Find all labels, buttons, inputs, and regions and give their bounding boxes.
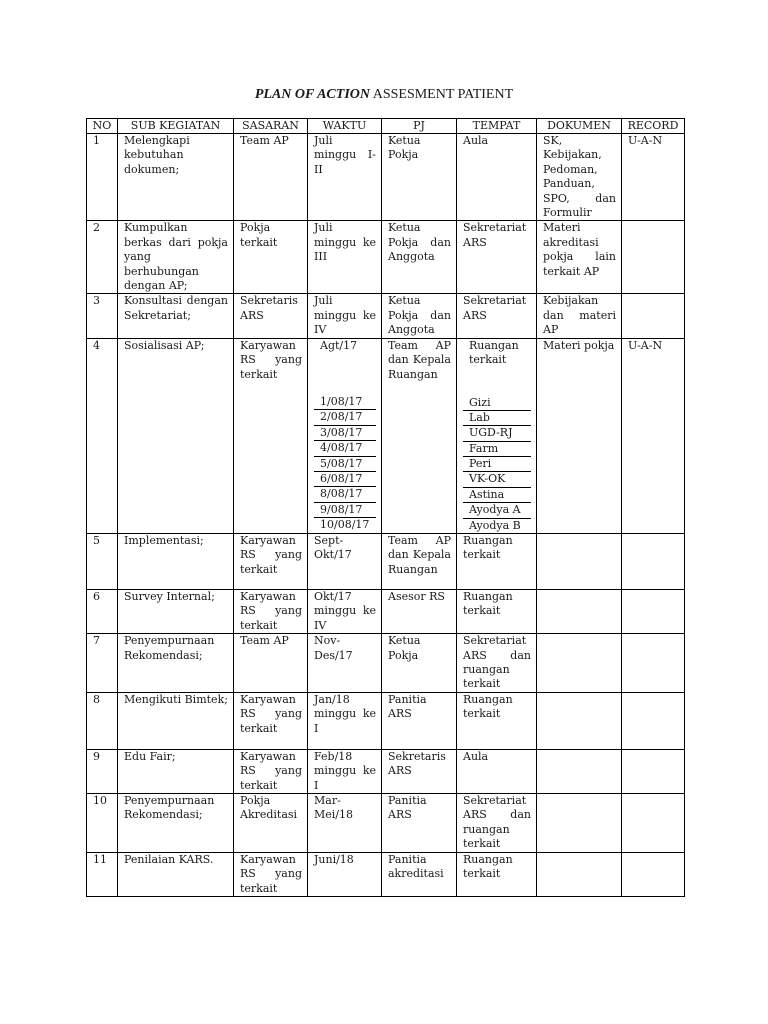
cell-tempat bbox=[457, 338, 537, 533]
cell-waktu: Juni/18 bbox=[308, 852, 382, 896]
schedule-date: 8/08/17 bbox=[314, 486, 376, 501]
schedule-date: 1/08/17 bbox=[320, 395, 363, 409]
header-tempat: TEMPAT bbox=[457, 119, 537, 134]
cell-sasaran: Pokja Akreditasi bbox=[234, 794, 308, 853]
schedule-place: Astina bbox=[463, 487, 531, 502]
cell-dokumen bbox=[537, 692, 622, 749]
schedule-date: 2/08/17 bbox=[314, 409, 376, 424]
schedule-place: Lab bbox=[463, 410, 531, 425]
cell-tempat: Ruangan terkait bbox=[457, 590, 537, 634]
schedule-date: 9/08/17 bbox=[314, 502, 376, 517]
header-pj: PJ bbox=[382, 119, 457, 134]
cell-record bbox=[622, 590, 685, 634]
header-no: NO bbox=[87, 119, 118, 134]
cell-no: 9 bbox=[87, 749, 118, 793]
cell-tempat: Aula bbox=[457, 749, 537, 793]
cell-dokumen: Materi pokja bbox=[537, 338, 622, 533]
cell-no: 11 bbox=[87, 852, 118, 896]
cell-sasaran: Karyawan RS yang terkait bbox=[234, 692, 308, 749]
cell-record bbox=[622, 294, 685, 338]
schedule-date: 6/08/17 bbox=[314, 471, 376, 486]
cell-dokumen bbox=[537, 534, 622, 590]
cell-tempat: Sekretariat ARS dan ruangan terkait bbox=[457, 794, 537, 853]
cell-record: U-A-N bbox=[622, 134, 685, 221]
cell-pj: Panitia ARS bbox=[382, 794, 457, 853]
table-row bbox=[87, 794, 685, 853]
cell-pj: Ketua Pokja bbox=[382, 634, 457, 693]
cell-dokumen bbox=[537, 634, 622, 693]
schedule-place: Farm bbox=[463, 441, 531, 456]
cell-waktu: Okt/17 minggu ke IV bbox=[308, 590, 382, 634]
table-row bbox=[87, 852, 685, 896]
cell-dokumen bbox=[537, 852, 622, 896]
tempat-main: Ruangan terkait bbox=[469, 338, 519, 367]
cell-waktu: Nov-Des/17 bbox=[308, 634, 382, 693]
cell-sasaran: Karyawan RS yang terkait bbox=[234, 338, 308, 533]
table-row bbox=[87, 338, 685, 533]
cell-no: 1 bbox=[87, 134, 118, 221]
cell-pj: Ketua Pokja dan Anggota bbox=[382, 221, 457, 294]
header-record: RECORD bbox=[622, 119, 685, 134]
schedule-place: Ayodya B bbox=[463, 518, 531, 533]
table-row bbox=[87, 534, 685, 590]
cell-dokumen: Materi akreditasi pokja lain terkait AP bbox=[537, 221, 622, 294]
schedule-place: Ayodya A bbox=[463, 502, 531, 517]
cell-sasaran: Karyawan RS yang terkait bbox=[234, 590, 308, 634]
cell-dokumen: Kebijakan dan materi AP bbox=[537, 294, 622, 338]
schedule-date: 10/08/17 bbox=[314, 517, 376, 532]
cell-waktu: Juli minggu ke III bbox=[308, 221, 382, 294]
schedule-place: UGD-RJ bbox=[463, 425, 531, 440]
cell-waktu bbox=[308, 338, 382, 533]
cell-waktu: Sept-Okt/17 bbox=[308, 534, 382, 590]
cell-sub-kegiatan: Kumpulkan berkas dari pokja yang berhubungan dengan AP; bbox=[118, 221, 234, 294]
cell-waktu: Jan/18 minggu ke I bbox=[308, 692, 382, 749]
header-row bbox=[87, 119, 685, 134]
title-rest: ASSESMENT PATIENT bbox=[369, 87, 514, 102]
schedule-place: VK-OK bbox=[463, 471, 531, 486]
cell-pj: Ketua Pokja bbox=[382, 134, 457, 221]
cell-sub-kegiatan: Mengikuti Bimtek; bbox=[118, 692, 234, 749]
cell-sub-kegiatan: Edu Fair; bbox=[118, 749, 234, 793]
cell-pj: Ketua Pokja dan Anggota bbox=[382, 294, 457, 338]
cell-pj: Team AP dan Kepala Ruangan bbox=[382, 534, 457, 590]
cell-record bbox=[622, 221, 685, 294]
cell-sasaran: Sekretaris ARS bbox=[234, 294, 308, 338]
schedule-place: Peri bbox=[463, 456, 531, 471]
cell-record bbox=[622, 852, 685, 896]
cell-no: 5 bbox=[87, 534, 118, 590]
header-waktu: WAKTU bbox=[308, 119, 382, 134]
cell-tempat: Sekretariat ARS bbox=[457, 221, 537, 294]
cell-tempat: Ruangan terkait bbox=[457, 692, 537, 749]
cell-record bbox=[622, 534, 685, 590]
cell-sub-kegiatan: Penyempurnaan Rekomendasi; bbox=[118, 794, 234, 853]
cell-sub-kegiatan: Penyempurnaan Rekomendasi; bbox=[118, 634, 234, 693]
cell-tempat: Aula bbox=[457, 134, 537, 221]
cell-tempat: Ruangan terkait bbox=[457, 534, 537, 590]
cell-tempat: Sekretariat ARS dan ruangan terkait bbox=[457, 634, 537, 693]
table-row bbox=[87, 294, 685, 338]
cell-no: 10 bbox=[87, 794, 118, 853]
cell-record bbox=[622, 749, 685, 793]
cell-no: 3 bbox=[87, 294, 118, 338]
cell-no: 4 bbox=[87, 338, 118, 533]
cell-pj: Sekretaris ARS bbox=[382, 749, 457, 793]
cell-sub-kegiatan: Penilaian KARS. bbox=[118, 852, 234, 896]
cell-sasaran: Karyawan RS yang terkait bbox=[234, 852, 308, 896]
cell-dokumen: SK, Kebijakan, Pedoman, Panduan, SPO, dan Formulir bbox=[537, 134, 622, 221]
cell-waktu: Feb/18 minggu ke I bbox=[308, 749, 382, 793]
cell-no: 6 bbox=[87, 590, 118, 634]
table-row bbox=[87, 134, 685, 221]
waktu-month: Agt/17 bbox=[320, 338, 358, 352]
cell-waktu: Juli minggu ke IV bbox=[308, 294, 382, 338]
cell-pj: Asesor RS bbox=[382, 590, 457, 634]
cell-pj: Team AP dan Kepala Ruangan bbox=[382, 338, 457, 533]
cell-sasaran: Karyawan RS yang terkait bbox=[234, 749, 308, 793]
plan-of-action-table bbox=[86, 118, 685, 897]
cell-tempat: Ruangan terkait bbox=[457, 852, 537, 896]
cell-sub-kegiatan: Implementasi; bbox=[118, 534, 234, 590]
schedule-place: Gizi bbox=[469, 395, 491, 409]
table-row bbox=[87, 749, 685, 793]
cell-sub-kegiatan: Melengkapi kebutuhan dokumen; bbox=[118, 134, 234, 221]
cell-sasaran: Team AP bbox=[234, 134, 308, 221]
cell-waktu: Mar-Mei/18 bbox=[308, 794, 382, 853]
schedule-date: 4/08/17 bbox=[314, 440, 376, 455]
cell-sasaran: Team AP bbox=[234, 634, 308, 693]
cell-dokumen bbox=[537, 590, 622, 634]
cell-no: 7 bbox=[87, 634, 118, 693]
table-row bbox=[87, 221, 685, 294]
cell-sasaran: Pokja terkait bbox=[234, 221, 308, 294]
header-dokumen: DOKUMEN bbox=[537, 119, 622, 134]
cell-no: 8 bbox=[87, 692, 118, 749]
cell-sub-kegiatan: Sosialisasi AP; bbox=[118, 338, 234, 533]
header-sasaran: SASARAN bbox=[234, 119, 308, 134]
table-row bbox=[87, 634, 685, 693]
title-italic: PLAN OF ACTION bbox=[254, 87, 370, 102]
cell-tempat: Sekretariat ARS bbox=[457, 294, 537, 338]
cell-record bbox=[622, 634, 685, 693]
cell-sasaran: Karyawan RS yang terkait bbox=[234, 534, 308, 590]
cell-dokumen bbox=[537, 794, 622, 853]
table-row bbox=[87, 590, 685, 634]
cell-pj: Panitia ARS bbox=[382, 692, 457, 749]
document-title bbox=[0, 86, 768, 104]
cell-no: 2 bbox=[87, 221, 118, 294]
table-row bbox=[87, 692, 685, 749]
cell-waktu: Juli minggu I-II bbox=[308, 134, 382, 221]
cell-sub-kegiatan: Survey Internal; bbox=[118, 590, 234, 634]
cell-record bbox=[622, 692, 685, 749]
cell-dokumen bbox=[537, 749, 622, 793]
header-sub-kegiatan: SUB KEGIATAN bbox=[118, 119, 234, 134]
schedule-date: 3/08/17 bbox=[314, 425, 376, 440]
cell-record bbox=[622, 794, 685, 853]
cell-pj: Panitia akreditasi bbox=[382, 852, 457, 896]
cell-record: U-A-N bbox=[622, 338, 685, 533]
cell-sub-kegiatan: Konsultasi dengan Sekretariat; bbox=[118, 294, 234, 338]
schedule-date: 5/08/17 bbox=[314, 456, 376, 471]
